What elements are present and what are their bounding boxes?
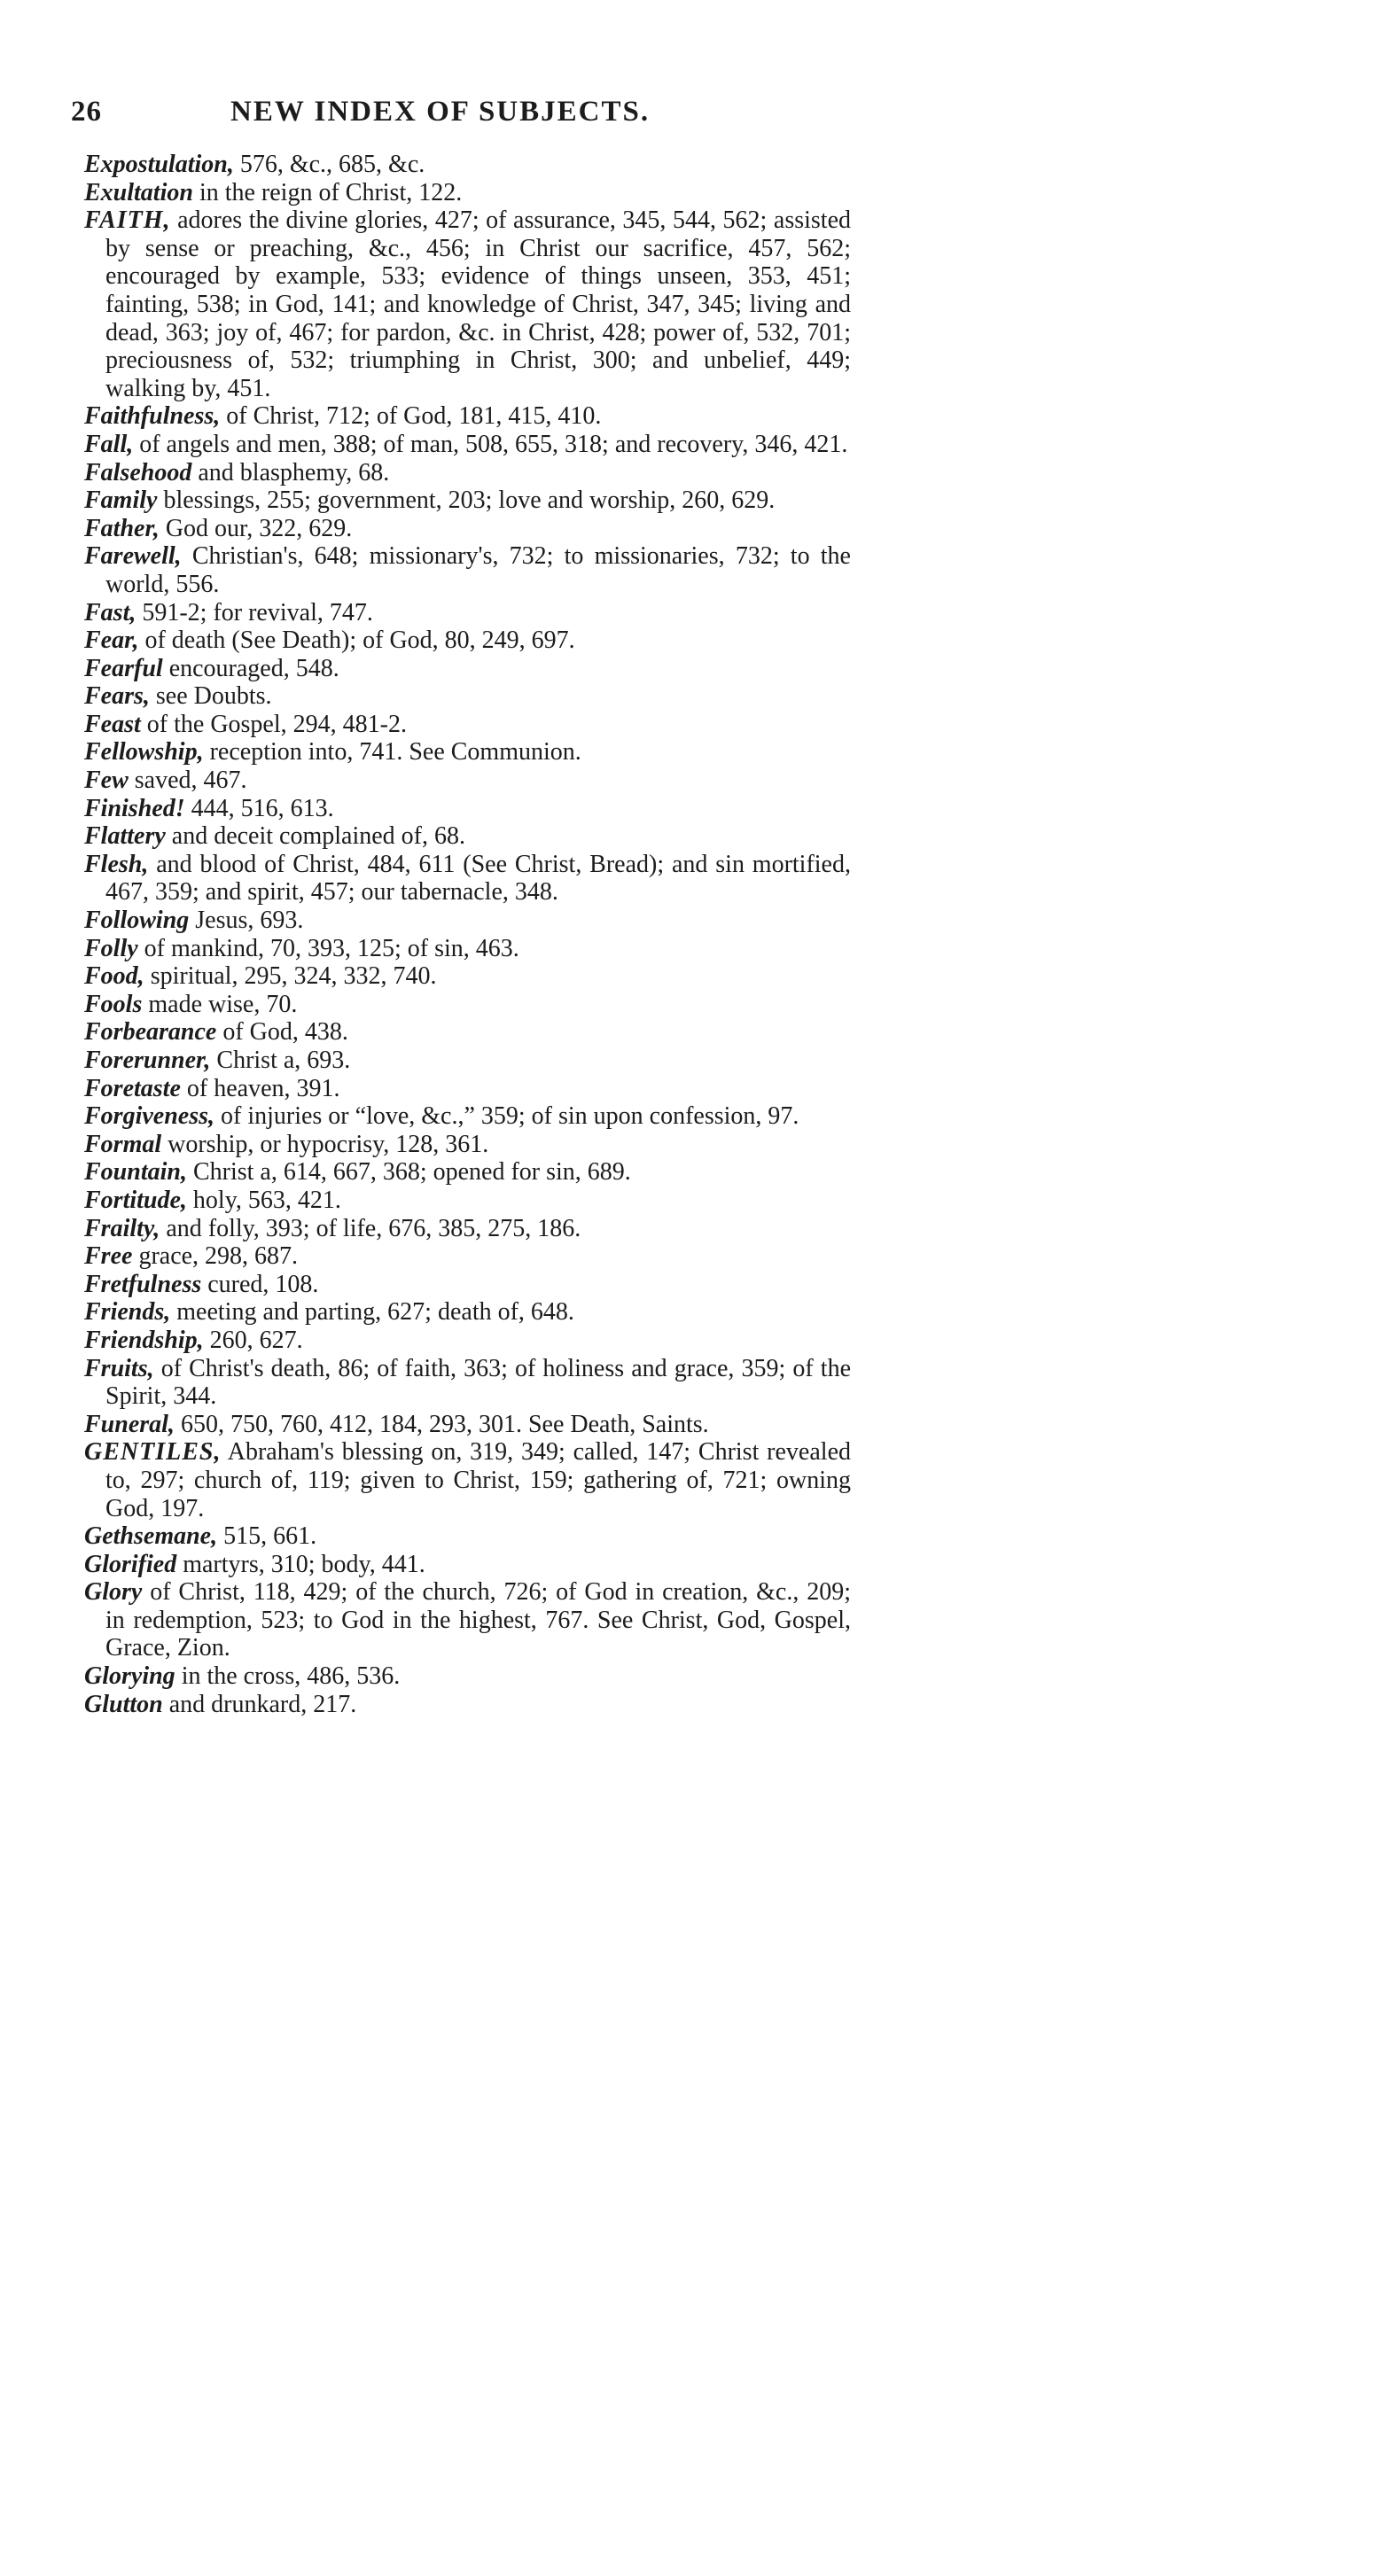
index-entry — [84, 206, 851, 402]
entry-text: 444, 516, 613. — [184, 794, 334, 822]
entry-term: Fellowship, — [84, 738, 204, 767]
entry-text: grace, 298, 687. — [132, 1242, 299, 1271]
entry-text: of the Gospel, 294, 481-2. — [140, 710, 407, 738]
entry-term: Fast, — [84, 598, 136, 626]
index-entry — [84, 682, 851, 711]
entry-term: Fear, — [84, 626, 139, 655]
entry-term: Folly — [84, 934, 138, 962]
index-entry — [84, 459, 851, 487]
entry-text: and blasphemy, 68. — [191, 458, 390, 486]
index-entry — [84, 1242, 851, 1271]
index-entry — [84, 1522, 851, 1551]
entry-term: Frailty, — [84, 1214, 160, 1242]
entry-term: Following — [84, 907, 190, 935]
entry-term: Falsehood — [84, 458, 192, 486]
entry-text: of God, 438. — [216, 1018, 348, 1047]
entry-term: Faithfulness, — [84, 402, 221, 431]
index-entry — [84, 1102, 851, 1131]
index-entry — [84, 1411, 851, 1439]
entry-term: Friendship, — [84, 1326, 204, 1354]
entry-term: Fall, — [84, 430, 134, 458]
index-entry — [84, 542, 851, 598]
index-entry — [84, 655, 851, 683]
index-entry — [84, 907, 851, 935]
entry-text: and drunkard, 217. — [162, 1690, 357, 1718]
entry-text: martyrs, 310; body, 441. — [176, 1550, 425, 1578]
entry-text: adores the divine glories, 427; of assurance, 345, 544, 562; assisted by sense or preaching, &c., 456; in Christ our sacrifice, 457, 562; encouraged by example, 533; evidence of things unseen, 353, 451; fainting, 538; in God, 141; and knowledge of Christ, 347, 345; living and dead, 363; joy of, 467; for pardon, &c. in Christ, 428; power of, 532, 701; preciousness of, 532; triumphing in Christ, 300; and unbelief, 449; walking by, 451. — [105, 206, 851, 402]
page-number: 26 — [71, 96, 102, 128]
index-entry — [84, 402, 851, 431]
entry-text: of Christ's death, 86; of faith, 363; of holiness and grace, 359; of the Spirit, 344. — [105, 1354, 851, 1411]
index-entry — [84, 599, 851, 627]
index-entry — [84, 151, 851, 179]
entry-term: Family — [84, 486, 158, 515]
entry-term: Fountain, — [84, 1158, 187, 1187]
entry-text: Christ a, 693. — [210, 1047, 351, 1074]
index-entry — [84, 851, 851, 907]
index-entry — [84, 822, 851, 851]
index-entry — [84, 486, 851, 515]
entry-text: encouraged, 548. — [162, 654, 339, 682]
index-entry — [84, 431, 851, 459]
entry-term: Farewell, — [84, 542, 182, 571]
index-entry — [84, 1578, 851, 1662]
entry-text: spiritual, 295, 324, 332, 740. — [144, 962, 437, 991]
entry-term: Foretaste — [84, 1074, 181, 1102]
index-entry — [84, 795, 851, 823]
entry-text: Christ a, 614, 667, 368; opened for sin, 689. — [186, 1158, 631, 1187]
entry-term: Forerunner, — [84, 1047, 211, 1074]
entry-text: cured, 108. — [201, 1270, 319, 1298]
index-entry — [84, 767, 851, 795]
entry-term: GENTILES, — [84, 1438, 222, 1467]
entry-term: Fearful — [84, 654, 163, 682]
entry-term: Father, — [84, 514, 160, 542]
entry-term: Finished! — [84, 794, 185, 822]
entry-term: Glorying — [84, 1662, 175, 1691]
entry-term: Forbearance — [84, 1018, 217, 1047]
entry-text: meeting and parting, 627; death of, 648. — [170, 1298, 574, 1327]
index-entry — [84, 1075, 851, 1103]
page-header — [71, 96, 869, 140]
entry-text: Christian's, 648; missionary's, 732; to missionaries, 732; to the world, 556. — [105, 542, 851, 598]
entry-text: blessings, 255; government, 203; love and worship, 260, 629. — [157, 486, 776, 515]
entry-text: in the cross, 486, 536. — [175, 1662, 401, 1691]
index-entry — [84, 738, 851, 767]
entry-text: God our, 322, 629. — [159, 514, 353, 542]
index-entry — [84, 1018, 851, 1047]
index-entry — [84, 935, 851, 963]
entry-text: of injuries or “love, &c.,” 359; of sin upon confession, 97. — [214, 1102, 799, 1131]
entry-text: 515, 661. — [217, 1522, 317, 1551]
entry-text: reception into, 741. See Communion. — [203, 738, 581, 767]
index-entry — [84, 626, 851, 655]
index-entry — [84, 1158, 851, 1187]
entry-term: Fortitude, — [84, 1186, 187, 1214]
index-entry — [84, 1355, 851, 1411]
entry-text: Jesus, 693. — [189, 907, 304, 935]
index-entry — [84, 1327, 851, 1355]
entry-term: Feast — [84, 710, 141, 738]
index-entry — [84, 1215, 851, 1243]
entry-text: of mankind, 70, 393, 125; of sin, 463. — [137, 934, 519, 962]
entry-term: Glutton — [84, 1690, 163, 1718]
entry-text: and deceit complained of, 68. — [165, 822, 465, 851]
entry-text: in the reign of Christ, 122. — [192, 178, 463, 206]
index-entry — [84, 1551, 851, 1579]
entry-term: Expostulation, — [84, 151, 234, 178]
entry-text: 650, 750, 760, 412, 184, 293, 301. See Death, Saints. — [174, 1410, 709, 1438]
index-entries — [84, 151, 851, 1718]
entry-term: Flattery — [84, 822, 166, 851]
entry-term: Glorified — [84, 1550, 177, 1578]
index-entry — [84, 1662, 851, 1691]
entry-text: 591-2; for revival, 747. — [136, 598, 373, 626]
entry-term: Fools — [84, 990, 143, 1018]
entry-term: Food, — [84, 962, 144, 991]
entry-text: 576, &c., 685, &c. — [233, 151, 425, 178]
entry-term: Formal — [84, 1130, 162, 1158]
entry-text: of Christ, 712; of God, 181, 415, 410. — [220, 402, 602, 431]
index-entry — [84, 1298, 851, 1327]
entry-term: Fretfulness — [84, 1270, 202, 1298]
entry-term: Forgiveness, — [84, 1102, 214, 1131]
entry-term: Glory — [84, 1578, 143, 1607]
entry-term: Funeral, — [84, 1410, 175, 1438]
entry-text: worship, or hypocrisy, 128, 361. — [161, 1130, 489, 1158]
entry-text: of angels and men, 388; of man, 508, 655, 318; and recovery, 346, 421. — [133, 430, 848, 458]
entry-text: of Christ, 118, 429; of the church, 726; of God in creation, &c., 209; in redemption, 523; to God in the highest, 767. See Christ, God, Gospel, Grace, Zion. — [105, 1578, 851, 1662]
entry-text: of heaven, 391. — [180, 1074, 340, 1102]
entry-text: Abraham's blessing on, 319, 349; called, 147; Christ revealed to, 297; church of, 119; given to Christ, 159; gathering of, 721; owning God, 197. — [105, 1438, 851, 1522]
entry-text: saved, 467. — [128, 767, 247, 795]
index-entry — [84, 1187, 851, 1215]
entry-term: Flesh, — [84, 850, 149, 878]
entry-text: and blood of Christ, 484, 611 (See Christ, Bread); and sin mortified, 467, 359; and spirit, 457; our tabernacle, 348. — [105, 850, 851, 907]
entry-term: Few — [84, 767, 129, 795]
index-entry — [84, 962, 851, 991]
entry-text: of death (See Death); of God, 80, 249, 697. — [138, 626, 575, 655]
entry-text: see Doubts. — [149, 682, 272, 711]
index-entry — [84, 1438, 851, 1522]
entry-term: Friends, — [84, 1298, 171, 1327]
entry-term: Exultation — [84, 178, 193, 206]
entry-term: FAITH, — [84, 206, 171, 235]
index-entry — [84, 179, 851, 207]
running-title: NEW INDEX OF SUBJECTS. — [230, 96, 651, 128]
entry-term: Free — [84, 1242, 133, 1271]
index-entry — [84, 515, 851, 543]
entry-text: holy, 563, 421. — [186, 1186, 341, 1214]
index-entry — [84, 1047, 851, 1075]
index-entry — [84, 1691, 851, 1719]
entry-text: 260, 627. — [203, 1326, 303, 1354]
entry-term: Fruits, — [84, 1354, 154, 1382]
index-entry — [84, 1131, 851, 1159]
entry-term: Fears, — [84, 682, 150, 711]
index-entry — [84, 1271, 851, 1299]
entry-term: Gethsemane, — [84, 1522, 218, 1551]
entry-text: and folly, 393; of life, 676, 385, 275, 186. — [160, 1214, 581, 1242]
entry-text: made wise, 70. — [142, 990, 298, 1018]
index-entry — [84, 991, 851, 1019]
index-entry — [84, 711, 851, 739]
